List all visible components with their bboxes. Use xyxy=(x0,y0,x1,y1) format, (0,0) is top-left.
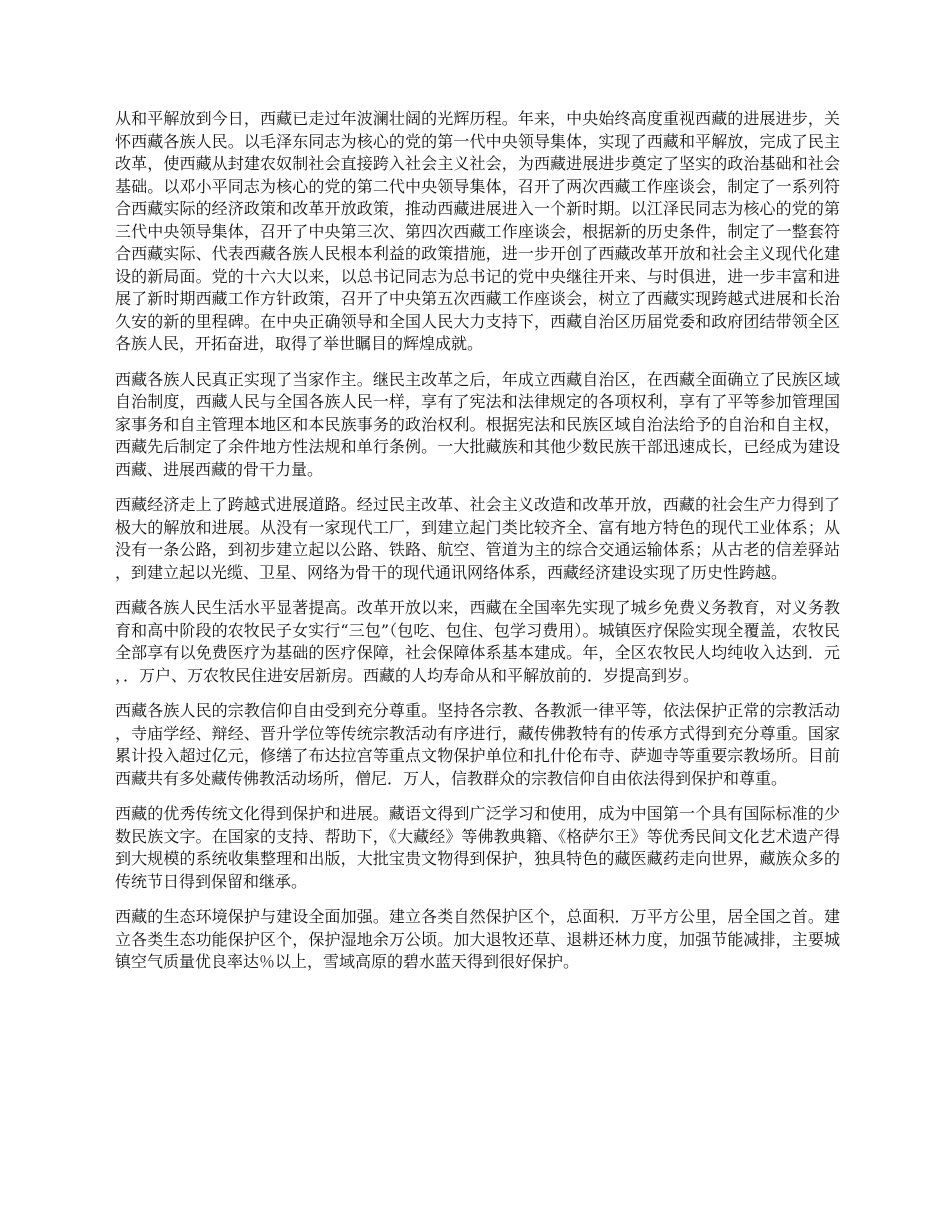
paragraph-culture: 西藏的优秀传统文化得到保护和进展。藏语文得到广泛学习和使用，成为中国第一个具有国际标准的少数民族文字。在国家的支持、帮助下，《大藏经》等佛教典籍、《格萨尔王》等优秀民间文化艺术遗产得到大规模的系统收集整理和出版，大批宝贵文物得到保护，独具特色的藏医藏药走向世界，藏族众多的传统节日得到保留和继承。 xyxy=(115,804,840,891)
paragraph-history: 从和平解放到今日，西藏已走过年波澜壮阔的光辉历程。年来，中央始终高度重视西藏的进展进步，关怀西藏各族人民。以毛泽东同志为核心的党的第一代中央领导集体，实现了西藏和平解放，完成了民主改革，使西藏从封建农奴制社会直接跨入社会主义社会，为西藏进展进步奠定了坚实的政治基础和社会基础。以邓小平同志为核心的党的第二代中央领导集体，召开了两次西藏工作座谈会，制定了一系列符合西藏实际的经济政策和改革开放政策，推动西藏进展进入一个新时期。以江泽民同志为核心的党的第三代中央领导集体，召开了中央第三次、第四次西藏工作座谈会，根据新的历史条件，制定了一整套符合西藏实际、代表西藏各族人民根本利益的政策措施，进一步开创了西藏改革开放和社会主义现代化建设的新局面。党的十六大以来，以总书记同志为总书记的党中央继往开来、与时俱进，进一步丰富和进展了新时期西藏工作方针政策，召开了中央第五次西藏工作座谈会，树立了西藏实现跨越式进展和长治久安的新的里程碑。在中央正确领导和全国人民大力支持下，西藏自治区历届党委和政府团结带领全区各族人民，开拓奋进，取得了举世瞩目的辉煌成就。 xyxy=(115,109,840,353)
paragraph-economy: 西藏经济走上了跨越式进展道路。经过民主改革、社会主义改造和改革开放，西藏的社会生产力得到了极大的解放和进展。从没有一家现代工厂，到建立起门类比较齐全、富有地方特色的现代工业体系；从没有一条公路，到初步建立起以公路、铁路、航空、管道为主的综合交通运输体系；从古老的信差驿站，到建立起以光缆、卫星、网络为骨干的现代通讯网络体系，西藏经济建设实现了历史性跨越。 xyxy=(115,495,840,582)
document-body xyxy=(115,108,840,987)
paragraph-ecology: 西藏的生态环境保护与建设全面加强。建立各类自然保护区个，总面积．万平方公里，居全国之首。建立各类生态功能保护区个，保护湿地余万公顷。加大退牧还草、退耕还林力度，加强节能减排，主要城镇空气质量优良率达％以上，雪域高原的碧水蓝天得到很好保护。 xyxy=(115,907,840,971)
paragraph-self-governance: 西藏各族人民真正实现了当家作主。继民主改革之后，年成立西藏自治区，在西藏全面确立了民族区域自治制度，西藏人民与全国各族人民一样，享有了宪法和法律规定的各项权利，享有了平等参加管理国家事务和自主管理本地区和本民族事务的政治权利。根据宪法和民族区域自治法给予的自治和自主权，西藏先后制定了余件地方性法规和单行条例。一大批藏族和其他少数民族干部迅速成长，已经成为建设西藏、进展西藏的骨干力量。 xyxy=(115,369,840,479)
paragraph-religious-freedom: 西藏各族人民的宗教信仰自由受到充分尊重。坚持各宗教、各教派一律平等，依法保护正常的宗教活动，寺庙学经、辩经、晋升学位等传统宗教活动有序进行，藏传佛教特有的传承方式得到充分尊重。国家累计投入超过亿元，修缮了布达拉宫等重点文物保护单位和扎什伦布寺、萨迦寺等重要宗教场所。目前西藏共有多处藏传佛教活动场所，僧尼．万人，信教群众的宗教信仰自由依法得到保护和尊重。 xyxy=(115,701,840,788)
paragraph-living-standards: 西藏各族人民生活水平显著提高。改革开放以来，西藏在全国率先实现了城乡免费义务教育，对义务教育和高中阶段的农牧民子女实行“三包”（包吃、包住、包学习费用）。城镇医疗保险实现全覆盖，农牧民全部享有以免费医疗为基础的医疗保障，社会保障体系基本建成。年，全区农牧民人均纯收入达到．元，．万户、万农牧民住进安居新房。西藏的人均寿命从和平解放前的．岁提高到岁。 xyxy=(115,598,840,685)
